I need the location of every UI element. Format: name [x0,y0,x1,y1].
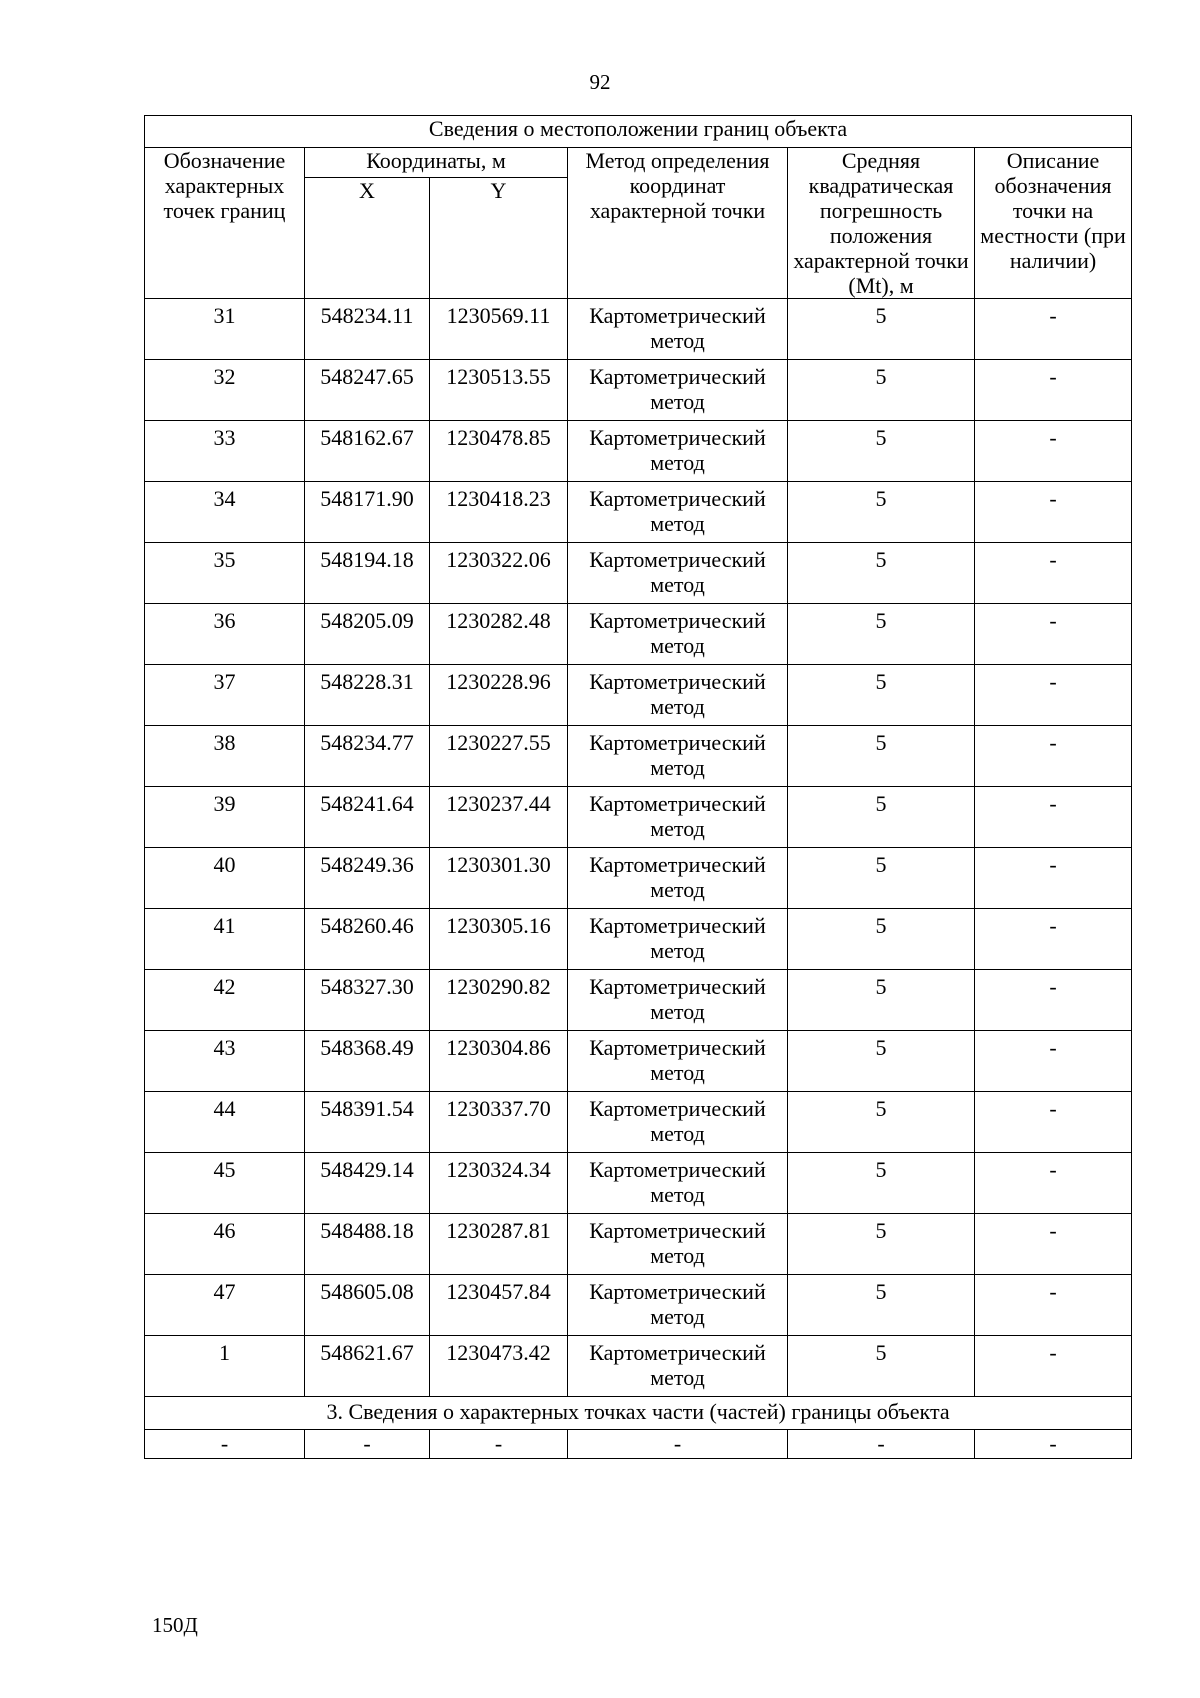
cell-description: - [975,909,1132,970]
table-row [145,360,1132,421]
cell-description: - [975,421,1132,482]
section3-empty-row [145,1430,1132,1459]
cell-method: Картометрический метод [568,421,788,482]
cell-method: Картометрический метод [568,787,788,848]
cell-method: Картометрический метод [568,1275,788,1336]
cell-description: - [975,665,1132,726]
cell-x: 548241.64 [305,787,430,848]
cell-error: 5 [788,787,975,848]
cell-y: 1230305.16 [430,909,568,970]
cell-point: 37 [145,665,305,726]
cell-x: 548247.65 [305,360,430,421]
cell-method: Картометрический метод [568,482,788,543]
cell-x: 548205.09 [305,604,430,665]
cell-y: 1230478.85 [430,421,568,482]
cell-method: Картометрический метод [568,360,788,421]
cell-method: Картометрический метод [568,1031,788,1092]
table-row [145,909,1132,970]
cell-method: Картометрический метод [568,299,788,360]
cell-error: 5 [788,726,975,787]
section3-cell-x: - [305,1430,430,1459]
cell-point: 32 [145,360,305,421]
cell-y: 1230324.34 [430,1153,568,1214]
cell-y: 1230227.55 [430,726,568,787]
cell-error: 5 [788,421,975,482]
cell-point: 47 [145,1275,305,1336]
cell-method: Картометрический метод [568,1214,788,1275]
table-row [145,482,1132,543]
cell-y: 1230301.30 [430,848,568,909]
cell-method: Картометрический метод [568,604,788,665]
cell-point: 40 [145,848,305,909]
cell-x: 548488.18 [305,1214,430,1275]
cell-y: 1230322.06 [430,543,568,604]
cell-y: 1230513.55 [430,360,568,421]
cell-x: 548249.36 [305,848,430,909]
cell-error: 5 [788,299,975,360]
cell-point: 31 [145,299,305,360]
cell-point: 43 [145,1031,305,1092]
cell-description: - [975,299,1132,360]
table-row [145,970,1132,1031]
cell-description: - [975,1092,1132,1153]
cell-y: 1230282.48 [430,604,568,665]
header-row-1 [145,148,1132,178]
cell-description: - [975,726,1132,787]
cell-error: 5 [788,1275,975,1336]
header-x: X [305,178,430,299]
cell-error: 5 [788,360,975,421]
cell-error: 5 [788,1153,975,1214]
cell-error: 5 [788,1336,975,1397]
cell-method: Картометрический метод [568,848,788,909]
cell-error: 5 [788,665,975,726]
section3-cell-description: - [975,1430,1132,1459]
table-row [145,299,1132,360]
table-row [145,421,1132,482]
header-method: Метод определения координат характерной точки [568,148,788,299]
cell-method: Картометрический метод [568,665,788,726]
section3-cell-point: - [145,1430,305,1459]
section3-cell-y: - [430,1430,568,1459]
cell-y: 1230237.44 [430,787,568,848]
table-row [145,1275,1132,1336]
cell-y: 1230337.70 [430,1092,568,1153]
cell-x: 548327.30 [305,970,430,1031]
cell-y: 1230569.11 [430,299,568,360]
cell-point: 42 [145,970,305,1031]
cell-x: 548368.49 [305,1031,430,1092]
cell-method: Картометрический метод [568,1153,788,1214]
cell-error: 5 [788,970,975,1031]
section3-cell-error: - [788,1430,975,1459]
section3-title-row [145,1397,1132,1430]
cell-error: 5 [788,1092,975,1153]
cell-point: 39 [145,787,305,848]
cell-x: 548429.14 [305,1153,430,1214]
table-title: Сведения о местоположении границ объекта [145,116,1132,148]
cell-point: 33 [145,421,305,482]
page-number: 92 [589,70,611,94]
cell-method: Картометрический метод [568,909,788,970]
table-row [145,1092,1132,1153]
cell-y: 1230228.96 [430,665,568,726]
cell-y: 1230457.84 [430,1275,568,1336]
header-y: Y [430,178,568,299]
boundary-coordinates-table [144,115,1132,1459]
footer-code: 150Д [152,1613,198,1637]
cell-point: 1 [145,1336,305,1397]
cell-point: 44 [145,1092,305,1153]
cell-error: 5 [788,543,975,604]
cell-description: - [975,1031,1132,1092]
cell-description: - [975,1153,1132,1214]
cell-point: 36 [145,604,305,665]
table-row [145,787,1132,848]
cell-method: Картометрический метод [568,543,788,604]
cell-error: 5 [788,1214,975,1275]
table-title-row [145,116,1132,148]
cell-description: - [975,360,1132,421]
cell-y: 1230287.81 [430,1214,568,1275]
cell-point: 46 [145,1214,305,1275]
cell-error: 5 [788,482,975,543]
cell-method: Картометрический метод [568,1336,788,1397]
cell-point: 41 [145,909,305,970]
section3-title: 3. Сведения о характерных точках части (частей) границы объекта [145,1397,1132,1430]
cell-description: - [975,970,1132,1031]
cell-y: 1230473.42 [430,1336,568,1397]
cell-description: - [975,848,1132,909]
cell-y: 1230290.82 [430,970,568,1031]
cell-error: 5 [788,909,975,970]
section3-cell-method: - [568,1430,788,1459]
table-row [145,1214,1132,1275]
cell-y: 1230304.86 [430,1031,568,1092]
cell-x: 548194.18 [305,543,430,604]
table-row [145,1031,1132,1092]
cell-x: 548228.31 [305,665,430,726]
cell-x: 548391.54 [305,1092,430,1153]
cell-description: - [975,543,1132,604]
header-error: Средняя квадратическая погрешность положения характерной точки (Mt), м [788,148,975,299]
header-description: Описание обозначения точки на местности (при наличии) [975,148,1132,299]
cell-description: - [975,1336,1132,1397]
table-row [145,726,1132,787]
cell-method: Картометрический метод [568,970,788,1031]
cell-x: 548260.46 [305,909,430,970]
cell-description: - [975,1275,1132,1336]
cell-description: - [975,787,1132,848]
cell-x: 548171.90 [305,482,430,543]
cell-point: 38 [145,726,305,787]
table-row [145,1153,1132,1214]
cell-x: 548234.77 [305,726,430,787]
table-row [145,665,1132,726]
cell-x: 548621.67 [305,1336,430,1397]
header-designation: Обозначение характерных точек границ [145,148,305,299]
header-coordinates: Координаты, м [305,148,568,178]
cell-x: 548234.11 [305,299,430,360]
cell-description: - [975,604,1132,665]
cell-method: Картометрический метод [568,1092,788,1153]
cell-x: 548605.08 [305,1275,430,1336]
cell-description: - [975,1214,1132,1275]
cell-method: Картометрический метод [568,726,788,787]
cell-y: 1230418.23 [430,482,568,543]
cell-error: 5 [788,848,975,909]
cell-description: - [975,482,1132,543]
cell-point: 45 [145,1153,305,1214]
table-row [145,604,1132,665]
cell-point: 34 [145,482,305,543]
cell-x: 548162.67 [305,421,430,482]
cell-error: 5 [788,1031,975,1092]
cell-error: 5 [788,604,975,665]
cell-point: 35 [145,543,305,604]
table-row [145,543,1132,604]
table-row [145,1336,1132,1397]
table-row [145,848,1132,909]
